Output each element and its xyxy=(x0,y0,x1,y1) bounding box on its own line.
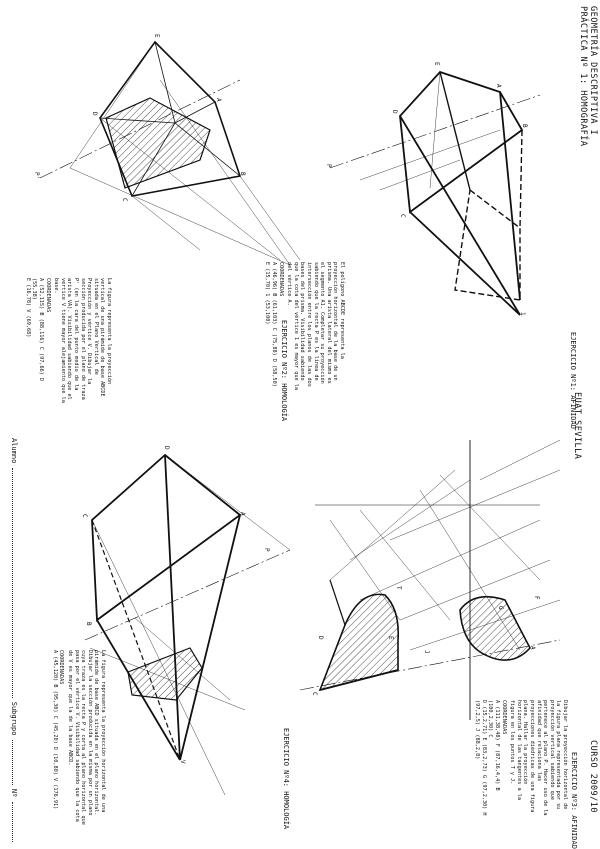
label-ex3-F: F xyxy=(533,596,540,600)
ex1-statement: El polígono ABCDE representa la proyección horizontal de la base de un prisma. Una arista lateral del mismo es el segmento A1. Completar su proyección sabiendo que la recta P es la línea de intersección entre los planos de las dos bases del prisma. Visibilidad sabiendo que la cota del vértice 1 es mayor que la del vértice A. COORDENADAS A (46,96) B (61,103) C (75,88) D (58,50) E (15,70) 1 (53,100) xyxy=(264,262,345,391)
label-ex1-C: C xyxy=(399,214,406,218)
ex3-statement: Dibujar la proyección horizontal de la figura plana representada por su proyección vertical sabiendo que pertenece al plano P. Hacer uso de la afinidad que relaciona las proyecciones diédricas de una figura plana. Hallar la proyección horizontal de las tangentes a la figura en los puntos T y J. COORDENADAS A (111,38,48) F (87,16,4,4) B (100,2,30) C D (15,2,71) E (83,2,73) G (97,2,30) H (97,2,5) J (88,2,8) xyxy=(474,700,568,818)
practice-title: PRÁCTICA Nº 1: HOMOGRAFÍA xyxy=(578,6,588,147)
subgrupo-label: Subgrupo xyxy=(10,701,18,736)
ex2-title: EJERCICIO Nº2: HOMOLOGÍA xyxy=(280,320,288,422)
label-ex1-D: D xyxy=(391,110,398,114)
label-ex3-C: C xyxy=(311,692,318,696)
label-ex3-G: G xyxy=(497,606,504,610)
ex1-coords-line1: A (46,96) B (61,103) C (75,88) D (58,50) xyxy=(271,262,278,387)
label-ex4-A: A xyxy=(239,512,246,516)
num-label: Nº xyxy=(10,788,18,798)
label-ex3-J: J xyxy=(423,650,430,654)
ex2-drawing xyxy=(40,42,300,265)
ex3-coords-line3: (97,2,5) J (88,2,8) xyxy=(474,700,481,760)
ex1-coords-line2: E (15,70) 1 (53,100) xyxy=(264,262,271,325)
label-ex2-E: E xyxy=(153,34,160,38)
label-ex2-P: P' xyxy=(33,172,40,180)
course-title: GEOMETRÍA DESCRIPTIVA I PRÁCTICA Nº 1: HOMOGRAFÍA xyxy=(578,6,598,147)
school-name: EUAT SEVILLA xyxy=(572,392,582,460)
label-ex4-V: V xyxy=(179,760,186,764)
label-ex4-B: B xyxy=(85,622,92,626)
ex3-coords-line1: A (111,38,48) F (87,16,4,4) B (100,2,30) C xyxy=(487,700,501,791)
label-ex1-B: B xyxy=(521,124,528,128)
label-ex3-A: A xyxy=(529,646,536,650)
ex4-drawing xyxy=(85,455,290,795)
label-ex3-D: D xyxy=(317,636,324,640)
ex2-coords-title: COORDENADAS xyxy=(44,278,51,313)
ex4-coords-title: COORDENADAS xyxy=(58,650,65,685)
ex2-statement: La figura representa la proyección vertical de una pirámide de base ABCDE situada en el Plano Vertical de Proyección y vértice V. Dibujar la sección producida por el plano de traza P' (en la cara del punto medio de la arista VA). Visibilidad sabiendo que el vértice V tiene mayor alejamiento que la base. COORDENADAS A (52,115) B (88,116) C (97,66) D (55,38) E (16,78) V (69,68) xyxy=(24,278,112,403)
label-ex1-P: P xyxy=(325,164,332,168)
label-ex2-C: C xyxy=(121,198,128,202)
label-ex2-A: A xyxy=(215,98,222,102)
footer-fields xyxy=(10,438,18,842)
subgrupo-field[interactable] xyxy=(12,740,13,785)
ex4-statement: La figura representa la proyección horizontal de una pirámide de base ABCD situada en el plano horizontal. Dibujar la sección producida en la misma por un plano cuya traza es la recta P y corta al plano horizontal que pasa por el vértice V. Visibilidad sabiendo que la cota de V es mayor que la de la base ABCD. COORDENADAS A (45,120) B (95,30) C (45,20) D (10,80) V (176,91) xyxy=(51,650,106,825)
label-ex4-D: D xyxy=(163,446,170,450)
label-ex4-P: P xyxy=(263,548,270,552)
ex4-title: EJERCICIO Nº4: HOMOLOGÍA xyxy=(282,728,290,830)
label-ex3-T: T xyxy=(395,586,402,590)
ex4-coords-line1: A (45,120) B (95,30) C (45,20) D (10,80) V (176,91) xyxy=(51,650,58,810)
ex1-title: EJERCICIO Nº1: AFINIDAD xyxy=(569,332,577,429)
ex3-drawing xyxy=(300,440,560,720)
course-year: CURSO 2009/10 xyxy=(588,740,598,814)
label-ex1-E: E xyxy=(433,62,440,66)
ex2-coords-line1: A (52,115) B (88,116) C (97,66) D (55,38) xyxy=(31,278,45,382)
label-ex3-E: E xyxy=(387,636,394,640)
alumno-label: Alumno xyxy=(10,438,18,464)
ex3-title: EJERCICIO Nº3: AFINIDAD xyxy=(570,752,578,849)
alumno-field[interactable] xyxy=(12,468,13,698)
label-ex2-D: D xyxy=(91,112,98,116)
label-ex2-B: B xyxy=(239,172,246,176)
ex2-coords-line2: E (16,78) V (69,68) xyxy=(24,278,31,338)
ex3-coords-line2: D (15,2,71) E (83,2,73) G (97,2,30) H xyxy=(480,700,487,816)
label-ex1-A: A xyxy=(495,84,502,88)
ex1-coords-title: COORDENADAS xyxy=(277,262,284,297)
label-ex4-C: C xyxy=(81,514,88,518)
label-ex1-1: 1 xyxy=(519,312,526,316)
num-field[interactable] xyxy=(12,802,13,842)
ex1-drawing xyxy=(330,72,540,315)
ex3-coords-title: COORDENADAS xyxy=(500,700,507,735)
